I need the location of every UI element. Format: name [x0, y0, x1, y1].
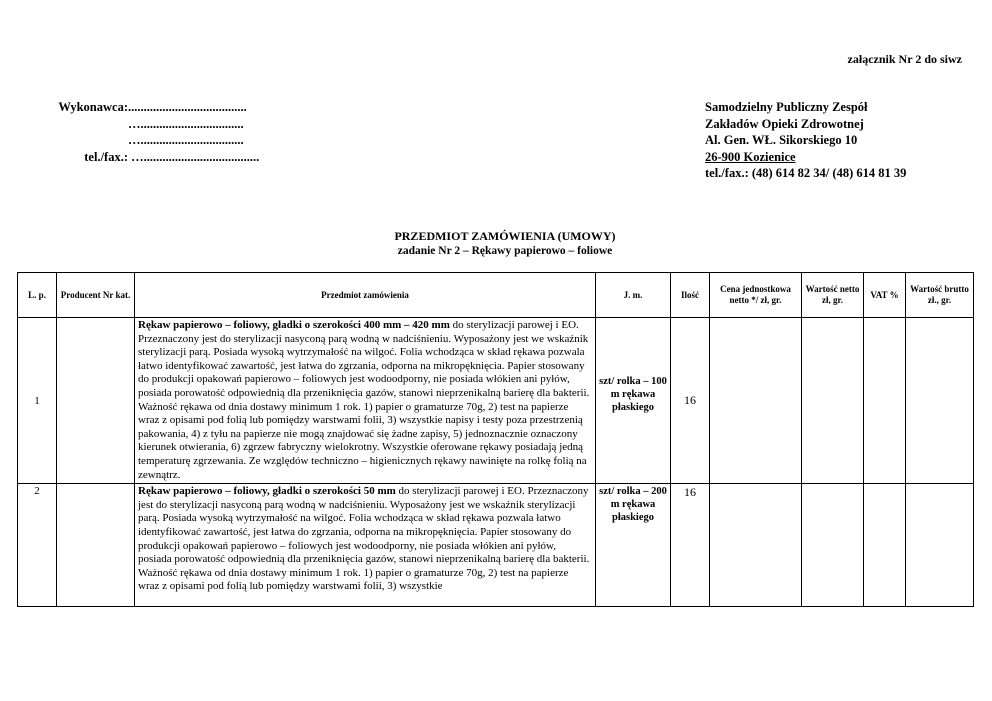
cell-qty: 16 [671, 484, 710, 607]
cell-net-value[interactable] [802, 318, 864, 484]
cell-unit-price[interactable] [710, 484, 802, 607]
desc-rest: do sterylizacji parowej i EO. Przeznaczony jest do sterylizacji nasyconą parą wodną w nadciśnieniu. Wyposażony jest we wskaźnik sterylizacji parą. Posiada wysoką wytrzymałość na wilgoć. Folia wchodząca w skład rękawa pozwala łatwo identyfikować zawartość, jest łatwa do zgrzania, odporna na mikropęknięcia. Papier stosowany do produkcji opakowań papierowo – foliowych jest wodoodporny, nie posiada włókien ani pyłów, posiada porowatość odpowiednią dla przeniknięcia gazów, stanowi nieprzenikalną barierę dla bakterii. Ważność rękawa od dnia dostawy minimum 1 rok. 1) papier o gramaturze 70g, 2) test na papierze wraz z opisami pod folią lub pomiędzy warstwami folii, 3) wszystkie napisy i testy poza przestrzenią pakowania, 4) z tyłu na papierze nie mogą znajdować się żadne zapisy, 5) jednoznacznie oznaczony kierunek otwierania, 6) zgrzew fabryczny wielokrotny. Wszystkie oferowane rękawy posiadają jedną temperaturę zgrzewania. Ze względów techniczno – higienicznych rękawy nawinięte na rolkę folią na zewnątrz. [138, 319, 590, 481]
cell-vat[interactable] [864, 318, 906, 484]
desc-bold: Rękaw papierowo – foliowy, gładki o szerokości 400 mm – 420 mm [138, 319, 450, 331]
cell-producer[interactable] [57, 318, 135, 484]
recipient-block [705, 99, 906, 182]
header-unit: J. m. [596, 273, 671, 318]
header-qty: Ilość [671, 273, 710, 318]
recipient-line-1: Samodzielny Publiczny Zespół [705, 100, 868, 114]
table-header-row [18, 273, 974, 318]
header-producer: Producent Nr kat. [57, 273, 135, 318]
contractor-dots-2: …................................. [128, 116, 244, 131]
contractor-block [50, 99, 259, 165]
recipient-line-3: Al. Gen. WŁ. Sikorskiego 10 [705, 133, 858, 147]
header-subject: Przedmiot zamówienia [135, 273, 596, 318]
cell-qty: 16 [671, 318, 710, 484]
cell-unit: szt/ rolka – 100 m rękawa płaskiego [596, 318, 671, 484]
tel-label: tel./fax.: [84, 149, 128, 164]
page-subtitle: zadanie Nr 2 – Rękawy papierowo – foliowe [397, 245, 613, 257]
page-title: PRZEDMIOT ZAMÓWIENIA (UMOWY) [394, 229, 616, 243]
tel-dots: …..................................... [131, 149, 260, 164]
contractor-dots-1: ...................................... [128, 100, 247, 114]
desc-bold: Rękaw papierowo – foliowy, gładki o szerokości 50 mm [138, 485, 396, 498]
cell-description [135, 484, 596, 607]
cell-gross-value[interactable] [906, 318, 974, 484]
table-row [18, 484, 974, 607]
cell-producer[interactable] [57, 484, 135, 607]
header-vat: VAT % [864, 273, 906, 318]
cell-unit-price[interactable] [710, 318, 802, 484]
cell-unit: szt/ rolka – 200 m rękawa płaskiego [596, 484, 671, 607]
cell-description [135, 318, 596, 484]
contractor-dots-3: …................................. [128, 133, 244, 147]
contractor-label: Wykonawca: [58, 100, 128, 114]
desc-rest: do sterylizacji parowej i EO. Przeznaczony jest do sterylizacji nasyconą parą wodną w nadciśnieniu. Wyposażony jest we wskaźnik sterylizacji parą. Posiada wysoką wytrzymałość na wilgoć. Folia wchodząca w skład rękawa pozwala łatwo identyfikować zawartość, jest łatwa do zgrzania, odporna na mikropęknięcia. Papier stosowany do produkcji opakowań papierowo – foliowych jest wodoodporny, nie posiada włókien ani pyłów, posiada porowatość odpowiednią dla przeniknięcia gazów, stanowi nieprzenikalną barierę dla bakterii. Ważność rękawa od dnia dostawy minimum 1 rok. 1) papier o gramaturze 70g, 2) test na papierze wraz z opisami pod folią lub pomiędzy warstwami folii, 3) wszystkie [138, 485, 590, 593]
items-table [17, 272, 974, 607]
title-block [0, 229, 992, 257]
cell-net-value[interactable] [802, 484, 864, 607]
annex-label: załącznik Nr 2 do siwz [847, 52, 962, 66]
header-net-value: Wartość netto zł, gr. [802, 273, 864, 318]
header-lp: L. p. [18, 273, 57, 318]
cell-gross-value[interactable] [906, 484, 974, 607]
header-unit-price: Cena jednostkowa netto */ zł, gr. [710, 273, 802, 318]
header-gross-value: Wartość brutto zł., gr. [906, 273, 974, 318]
cell-vat[interactable] [864, 484, 906, 607]
table-row [18, 318, 974, 484]
cell-lp: 1 [18, 318, 57, 484]
cell-lp: 2 [18, 484, 57, 607]
recipient-postal: 26-900 Kozienice [705, 149, 796, 164]
recipient-line-2: Zakładów Opieki Zdrowotnej [705, 116, 864, 131]
recipient-phone: tel./fax.: (48) 614 82 34/ (48) 614 81 39 [705, 166, 907, 180]
